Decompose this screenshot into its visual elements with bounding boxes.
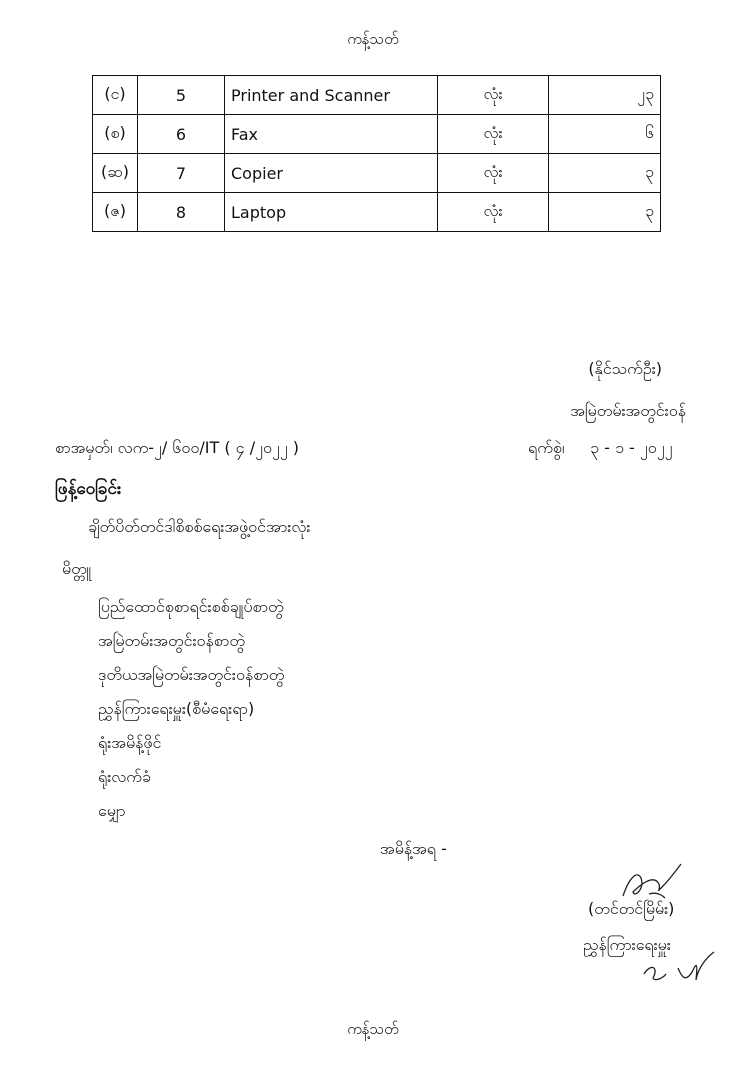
row-index: (ဆ) bbox=[93, 154, 138, 193]
copy-recipient: ရုံးအမိန့်ဖိုင် bbox=[98, 733, 162, 752]
copy-recipient: မျှော bbox=[98, 801, 126, 820]
equipment-table bbox=[92, 75, 661, 232]
item-name: Fax bbox=[225, 115, 438, 154]
item-name: Copier bbox=[225, 154, 438, 193]
item-quantity: ၃ bbox=[549, 193, 661, 232]
item-quantity: ၆ bbox=[549, 115, 661, 154]
row-number: 5 bbox=[138, 76, 225, 115]
copy-recipient: ညွှန်ကြားရေးမှူး(စီမံရေးရာ) bbox=[98, 699, 255, 718]
item-quantity: ၂၃ bbox=[549, 76, 661, 115]
table-row bbox=[93, 76, 661, 115]
item-quantity: ၃ bbox=[549, 154, 661, 193]
copy-recipient: ဒုတိယအမြဲတမ်းအတွင်းဝန်စာတွဲ bbox=[98, 665, 285, 684]
top-classification-mark: ကန့်သတ် bbox=[347, 30, 399, 48]
attesting-officer-name: (တင်တင်မြိမ်း) bbox=[588, 899, 675, 918]
copy-recipient: ရုံးလက်ခံ bbox=[98, 767, 151, 786]
attesting-officer-title: ညွှန်ကြားရေးမှူး bbox=[583, 935, 671, 954]
item-unit: လုံး bbox=[438, 76, 549, 115]
copy-recipient: အမြဲတမ်းအတွင်းဝန်စာတွဲ bbox=[98, 631, 245, 650]
copy-label: မိတ္တူ bbox=[62, 559, 92, 578]
signatory-title: အမြဲတမ်းအတွင်းဝန် bbox=[570, 401, 686, 420]
date-label: ရက်စွဲ၊ bbox=[528, 438, 565, 457]
row-index: (င) bbox=[93, 76, 138, 115]
row-number: 6 bbox=[138, 115, 225, 154]
copy-recipient: ပြည်ထောင်စုစာရင်းစစ်ချုပ်စာတွဲ bbox=[98, 597, 284, 616]
item-name: Printer and Scanner bbox=[225, 76, 438, 115]
date-value: ၃ - ၁ - ၂၀၂၂ bbox=[590, 438, 673, 457]
row-number: 7 bbox=[138, 154, 225, 193]
handwritten-initials bbox=[640, 950, 720, 990]
item-unit: လုံး bbox=[438, 193, 549, 232]
item-unit: လုံး bbox=[438, 115, 549, 154]
distribution-recipient: ချိတ်ပိတ်တင်ဒါစိစစ်ရေးအဖွဲ့ဝင်အားလုံး bbox=[88, 517, 311, 536]
order-label: အမိန့်အရ - bbox=[380, 839, 447, 858]
row-index: (ဇ) bbox=[93, 193, 138, 232]
item-unit: လုံး bbox=[438, 154, 549, 193]
signatory-name: (နိုင်သက်ဦး) bbox=[588, 359, 662, 378]
row-index: (စ) bbox=[93, 115, 138, 154]
distribution-heading: ဖြန့်ဝေခြင်း bbox=[55, 479, 122, 499]
item-name: Laptop bbox=[225, 193, 438, 232]
reference-number: စာအမှတ်၊ လက-၂/ ၆၀၀/IT ( ၄ /၂၀၂၂ ) bbox=[55, 438, 300, 457]
row-number: 8 bbox=[138, 193, 225, 232]
table-row bbox=[93, 115, 661, 154]
bottom-classification-mark: ကန့်သတ် bbox=[347, 1020, 399, 1038]
table-row bbox=[93, 154, 661, 193]
table-row bbox=[93, 193, 661, 232]
